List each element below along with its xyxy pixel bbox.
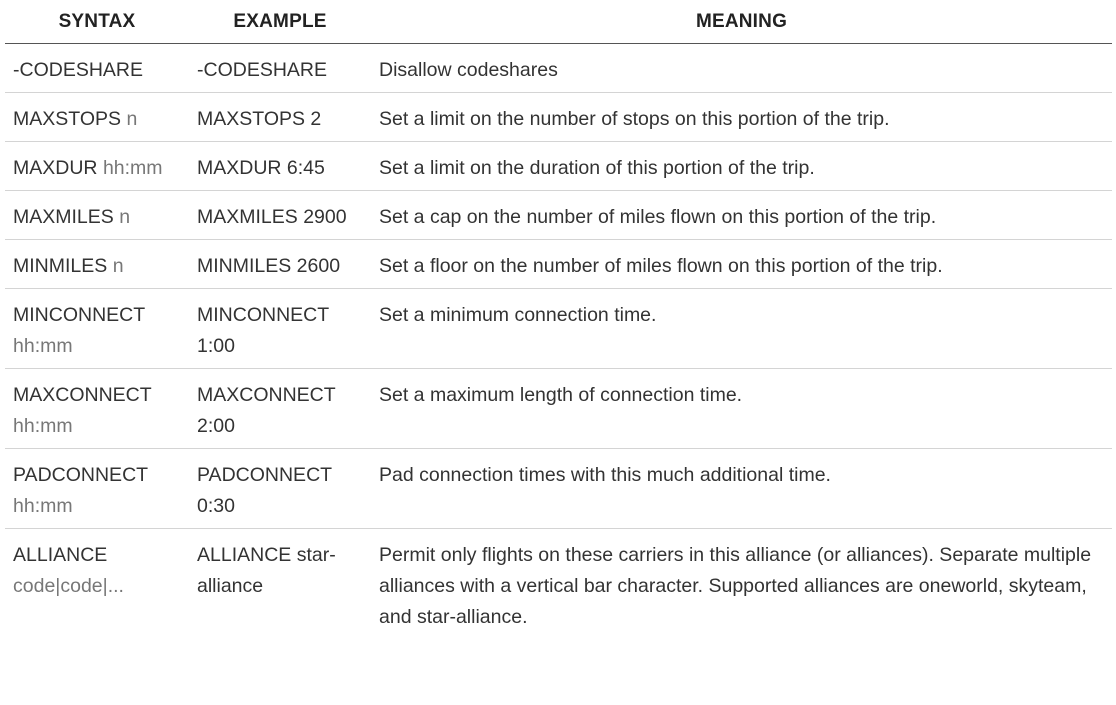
syntax-param: hh:mm (13, 495, 73, 517)
example-cell: PADCONNECT 0:30 (189, 449, 371, 529)
table-header (5, 0, 1112, 44)
syntax-keyword: MAXMILES (13, 206, 114, 228)
syntax-table (5, 0, 1112, 639)
example-cell: MINMILES 2600 (189, 240, 371, 289)
meaning-cell: Set a cap on the number of miles flown on this portion of the trip. (371, 191, 1112, 240)
table-row (5, 289, 1112, 369)
syntax-keyword: MINCONNECT (13, 304, 145, 326)
syntax-keyword: MAXDUR (13, 157, 98, 179)
header-meaning: MEANING (371, 0, 1112, 44)
table-row (5, 529, 1112, 640)
syntax-param: n (126, 108, 138, 130)
syntax-param: n (112, 255, 124, 277)
syntax-cell (5, 449, 189, 529)
syntax-param: n (119, 206, 131, 228)
meaning-cell: Permit only flights on these carriers in this alliance (or alliances). Separate multiple alliances with a vertical bar character. Supported alliances are oneworld, skyteam, and star-alliance. (379, 544, 1092, 628)
table-row (5, 240, 1112, 289)
syntax-cell (5, 529, 189, 640)
example-cell: MAXSTOPS 2 (189, 93, 371, 142)
example-cell: MAXCONNECT 2:00 (189, 369, 371, 449)
syntax-param: hh:mm (102, 157, 163, 179)
syntax-param: hh:mm (13, 415, 73, 437)
syntax-cell (5, 44, 189, 93)
example-cell: ALLIANCE star-alliance (197, 544, 336, 597)
meaning-cell: Set a floor on the number of miles flown on this portion of the trip. (371, 240, 1112, 289)
table-row (5, 93, 1112, 142)
syntax-keyword: MINMILES (13, 255, 108, 277)
syntax-keyword: MAXCONNECT (13, 384, 152, 406)
header-row (5, 0, 1112, 44)
syntax-param: hh:mm (13, 335, 73, 357)
table-row (5, 369, 1112, 449)
syntax-cell (5, 289, 189, 369)
syntax-cell (5, 240, 189, 289)
header-example: EXAMPLE (189, 0, 371, 44)
meaning-cell: Set a maximum length of connection time. (371, 369, 1112, 449)
example-cell: -CODESHARE (189, 44, 371, 93)
table-row (5, 44, 1112, 93)
header-syntax: SYNTAX (5, 0, 189, 44)
syntax-param: code|code|... (13, 575, 124, 597)
syntax-keyword: PADCONNECT (13, 464, 148, 486)
meaning-cell: Set a limit on the number of stops on this portion of the trip. (371, 93, 1112, 142)
syntax-keyword: MAXSTOPS (13, 108, 122, 130)
meaning-cell: Disallow codeshares (371, 44, 1112, 93)
syntax-cell (5, 191, 189, 240)
table-row (5, 449, 1112, 529)
table-row (5, 142, 1112, 191)
table-body (5, 44, 1112, 640)
syntax-cell (5, 369, 189, 449)
table-row (5, 191, 1112, 240)
syntax-keyword: ALLIANCE (13, 544, 108, 566)
example-cell: MAXMILES 2900 (189, 191, 371, 240)
meaning-cell: Set a minimum connection time. (371, 289, 1112, 369)
example-cell: MAXDUR 6:45 (189, 142, 371, 191)
syntax-keyword: -CODESHARE (13, 59, 144, 81)
example-cell: MINCONNECT 1:00 (189, 289, 371, 369)
syntax-cell (5, 93, 189, 142)
meaning-cell: Set a limit on the duration of this portion of the trip. (371, 142, 1112, 191)
syntax-cell (5, 142, 189, 191)
meaning-cell: Pad connection times with this much additional time. (371, 449, 1112, 529)
